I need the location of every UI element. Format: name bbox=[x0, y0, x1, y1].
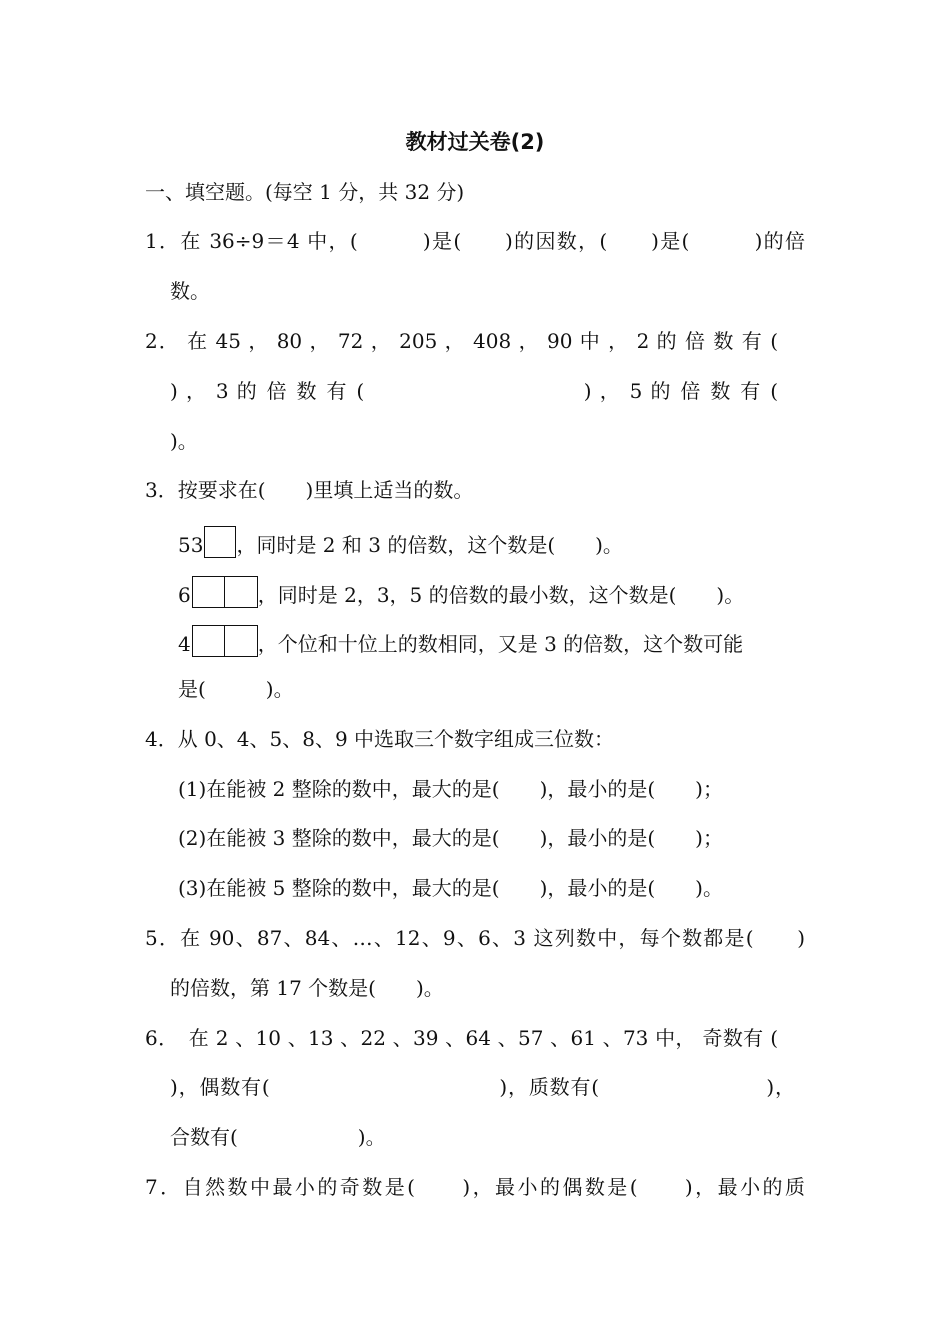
question-1-line-2: 数。 bbox=[170, 279, 210, 303]
page-title: 教材过关卷(2) bbox=[405, 130, 545, 154]
question-3-part-c-cont: 是( )。 bbox=[178, 677, 294, 701]
question-5-line-2: 的倍数，第 17 个数是( )。 bbox=[170, 976, 444, 1000]
question-1-line-1: 1．在 36÷9＝4 中，( )是( )的因数，( )是( )的倍 bbox=[145, 229, 805, 253]
question-6-line-2: )，偶数有( )，质数有( )， bbox=[170, 1075, 795, 1099]
question-4-line-1: 4．从 0、4、5、8、9 中选取三个数字组成三位数： bbox=[145, 727, 615, 751]
answer-double-box bbox=[192, 625, 258, 657]
question-3-line-1: 3．按要求在( )里填上适当的数。 bbox=[145, 478, 474, 502]
question-3-part-a bbox=[178, 526, 623, 559]
part-c-text: ，个位和十位上的数相同，又是 3 的倍数，这个数可能 bbox=[257, 632, 744, 656]
question-4-sub-1: (1)在能被 2 整除的数中，最大的是( )，最小的是( )； bbox=[178, 777, 723, 801]
prefix-digits: 53 bbox=[178, 533, 204, 557]
section-heading: 一、填空题。(每空 1 分，共 32 分) bbox=[145, 180, 465, 204]
question-3-part-b bbox=[178, 576, 744, 609]
part-b-text: ，同时是 2，3，5 的倍数的最小数，这个数是( )。 bbox=[257, 583, 745, 607]
prefix-digits: 6 bbox=[178, 583, 191, 607]
question-7-line-1: 7．自然数中最小的奇数是( )，最小的偶数是( )，最小的质 bbox=[145, 1175, 805, 1199]
question-5-line-1: 5．在 90、87、84、…、12、9、6、3 这列数中，每个数都是( ) bbox=[145, 926, 805, 950]
question-6-line-3: 合数有( )。 bbox=[170, 1125, 386, 1149]
question-4-sub-2: (2)在能被 3 整除的数中，最大的是( )，最小的是( )； bbox=[178, 826, 723, 850]
question-2-line-1: 2． 在 45 ， 80 ， 72 ， 205 ， 408 ， 90 中 ， 2 的 倍 数 有 ( bbox=[145, 329, 778, 353]
answer-double-box bbox=[192, 576, 258, 608]
prefix-digits: 4 bbox=[178, 632, 191, 656]
question-6-line-1: 6． 在 2 、10 、13 、22 、39 、64 、57 、61 、73 中， 奇数有 ( bbox=[145, 1026, 778, 1050]
question-2-line-3: )。 bbox=[170, 429, 198, 453]
part-a-text: ，同时是 2 和 3 的倍数，这个数是( )。 bbox=[236, 533, 623, 557]
question-4-sub-3: (3)在能被 5 整除的数中，最大的是( )，最小的是( )。 bbox=[178, 876, 723, 900]
question-2-line-2: ) ， 3 的 倍 数 有 ( ) ， 5 的 倍 数 有 ( bbox=[170, 379, 778, 403]
answer-box bbox=[204, 526, 236, 558]
question-3-part-c bbox=[178, 625, 805, 658]
